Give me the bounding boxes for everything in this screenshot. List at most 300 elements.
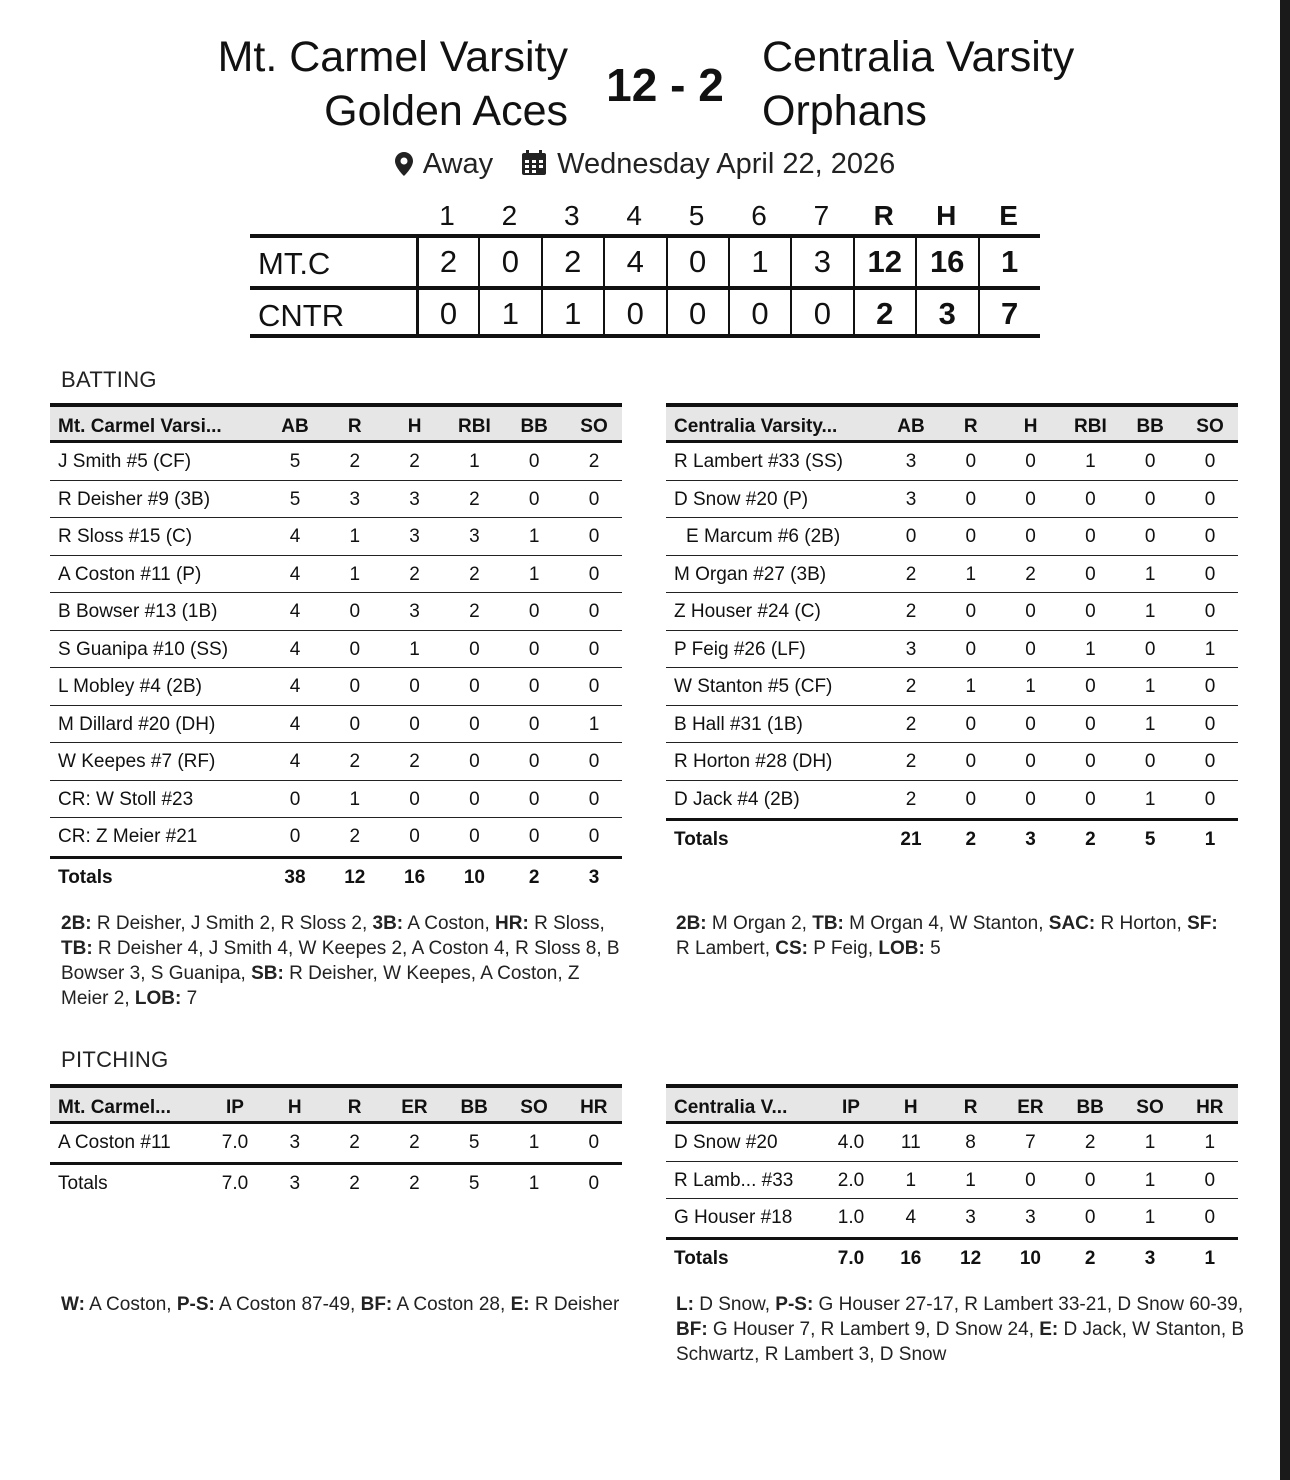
note-key: SF: [1187,913,1218,934]
note-value: R Deisher, J Smith 2, R Sloss 2, [91,913,373,934]
stat-cell: 1 [965,676,977,697]
table-row [666,631,1238,669]
stat-cell: 0 [1204,526,1216,547]
player-name: M Dillard #20 (DH) [58,713,216,735]
table-row [666,1199,1238,1237]
stat-cell: 5 [468,1132,480,1153]
note-key: BF: [360,1294,393,1315]
player-name: E Marcum #6 (2B) [686,526,841,547]
table-col-header: HR [1196,1097,1224,1118]
line-score-cell: 1 [978,238,1040,286]
totals-cell: 0 [588,1172,600,1194]
line-score [250,196,1040,338]
stat-cell: 2 [905,713,917,735]
stat-cell: 1 [965,563,977,585]
table-row [666,481,1238,519]
table-col-header: R [347,1097,362,1118]
home-team-line2: Golden Aces [324,87,568,135]
note-value: M Organ 2, [706,913,813,934]
stat-cell: 1 [588,713,600,735]
stat-cell: 1 [1144,1132,1156,1153]
stat-cell: 0 [409,788,420,810]
stat-cell: 0 [1204,751,1216,772]
stat-cell: 5 [289,488,301,510]
table-row [666,706,1238,744]
note-key: P-S: [176,1294,215,1315]
line-score-cell: 1 [541,290,603,338]
home-batting-table [50,403,622,893]
table-row [50,481,622,519]
player-name: B Hall #31 (1B) [674,713,803,735]
stat-cell: 0 [528,751,540,772]
stat-cell: 0 [409,713,420,735]
table-team-label: Mt. Carmel Varsi... [58,416,222,437]
totals-cell: 3 [588,866,600,888]
table-col-header: RBI [458,416,491,437]
stat-cell: 0 [965,638,977,660]
game-meta [0,146,1290,185]
stat-cell: 0 [965,713,977,735]
note-key: BF: [676,1319,708,1340]
note-value: R Deisher [529,1294,620,1315]
note-value: R Deisher 4, J Smith 4, W Keepes 2, A Coston 4, R Sloss 8, B Bowser 3, S Guanipa, [61,938,620,984]
totals-cell: 5 [1144,829,1156,850]
totals-cell: 12 [344,866,366,888]
totals-label: Totals [674,1247,729,1269]
line-score-col-header: R [873,200,894,231]
stat-cell: 0 [1204,488,1216,510]
stat-cell: 2 [469,563,480,585]
stat-cell: 0 [289,788,301,810]
note-key: TB: [812,913,844,934]
line-score-row-away [250,286,1040,338]
totals-label: Totals [674,829,729,850]
line-score-cell: 4 [603,238,665,286]
stat-cell: 2 [349,826,361,847]
line-score-team: MT.C [258,246,331,281]
stat-cell: 3 [409,526,420,547]
away-batting-table [666,403,1238,856]
totals-label: Totals [58,1172,108,1194]
stat-cell: 1.0 [837,1207,865,1228]
table-col-header: BB [1076,1097,1104,1118]
line-score-cell: 0 [666,290,728,338]
line-score-cell: 1 [478,290,540,338]
stat-cell: 0 [588,1132,600,1153]
stat-cell: 2 [349,451,361,472]
stat-cell: 0 [469,788,480,810]
stat-cell: 4 [289,751,301,772]
stat-cell: 0 [965,751,977,772]
stat-cell: 0 [588,751,600,772]
final-score: 12 - 2 [606,59,724,111]
table-col-header: SO [520,1097,548,1118]
note-value: D Snow, [693,1294,776,1315]
table-col-header: H [287,1097,302,1118]
table-col-header: BB [1136,416,1164,437]
stat-cell: 0 [1144,526,1156,547]
player-name: R Sloss #15 (C) [58,526,193,547]
note-value: A Coston 87-49, [214,1294,361,1315]
player-name: G Houser #18 [674,1207,793,1228]
line-score-cell: 1 [728,238,790,286]
player-name: R Horton #28 (DH) [674,751,833,772]
table-col-header: ER [401,1097,428,1118]
totals-cell: 16 [404,866,426,888]
player-name: W Stanton #5 (CF) [674,676,833,697]
stat-cell: 1 [349,526,361,547]
totals-cell: 10 [463,866,485,888]
away-pitching-notes [676,1292,1256,1367]
note-key: 2B: [676,913,707,934]
table-col-header: IP [226,1097,244,1118]
stat-cell: 0 [1085,563,1096,585]
stat-cell: 0 [1085,601,1096,622]
totals-cell: 1 [1204,829,1216,850]
stat-cell: 3 [469,526,480,547]
stat-cell: 0 [469,751,480,772]
stat-cell: 4 [289,601,301,622]
stat-cell: 0 [469,638,480,660]
totals-cell: 10 [1019,1247,1041,1269]
stat-cell: 3 [905,488,917,510]
stat-cell: 0 [588,826,600,847]
table-col-header: SO [1136,1097,1164,1118]
note-key: SB: [251,963,284,984]
table-row [666,443,1238,481]
stat-cell: 2 [409,751,420,772]
line-score-cell: 0 [416,290,478,338]
stat-cell: 0 [588,601,600,622]
stat-cell: 4 [905,1207,917,1228]
totals-cell: 2 [409,1172,420,1194]
stat-cell: 0 [528,676,540,697]
table-col-header: H [903,1097,918,1118]
stat-cell: 0 [469,826,480,847]
table-col-header: AB [897,416,925,437]
stat-cell: 0 [588,788,600,810]
table-col-header: BB [460,1097,488,1118]
stat-cell: 0 [1204,1169,1216,1191]
stat-cell: 1 [1144,676,1156,697]
stat-cell: 0 [1085,713,1096,735]
note-key: CS: [775,938,808,959]
table-row [666,518,1238,556]
note-key: W: [61,1294,85,1315]
totals-cell: 7.0 [837,1247,865,1269]
stat-cell: 0 [965,451,977,472]
stat-cell: 0 [528,451,540,472]
totals-cell: 3 [1144,1247,1156,1269]
table-row [666,743,1238,781]
stat-cell: 0 [349,676,361,697]
player-name: J Smith #5 (CF) [58,451,192,472]
note-key: SAC: [1048,913,1096,934]
stat-cell: 2 [469,488,480,510]
stat-cell: 0 [1204,563,1216,585]
stat-cell: 1 [1085,638,1096,660]
player-name: L Mobley #4 (2B) [58,676,202,697]
home-team-line1: Mt. Carmel Varsity [217,33,568,81]
note-key: 2B: [61,913,92,934]
stat-cell: 3 [289,1132,301,1153]
stat-cell: 0 [1025,488,1036,510]
stat-cell: 0 [1085,488,1096,510]
stat-cell: 2 [409,563,420,585]
stat-cell: 2 [349,751,361,772]
player-name: B Bowser #13 (1B) [58,601,218,622]
line-score-cell: 3 [790,238,852,286]
stat-cell: 0 [469,676,480,697]
line-score-cell: 0 [666,238,728,286]
table-row [50,706,622,744]
line-score-cell: 16 [915,238,977,286]
table-row [50,518,622,556]
stat-cell: 0 [1144,638,1156,660]
line-score-team: CNTR [258,298,345,333]
table-col-header: HR [580,1097,608,1118]
table-team-label: Centralia Varsity... [674,416,838,437]
line-score-cell: 12 [853,238,915,286]
note-key: E: [510,1294,530,1315]
stat-cell: 0 [1144,751,1156,772]
line-score-col-header: 2 [501,200,518,231]
stat-cell: 0 [1084,1169,1096,1191]
stat-cell: 1 [1085,451,1096,472]
note-value: P Feig, [808,938,879,959]
line-score-cell: 3 [915,290,977,338]
stat-cell: 0 [965,788,977,810]
table-col-header: R [963,416,978,437]
table-col-header: ER [1017,1097,1044,1118]
table-row [50,668,622,706]
stat-cell: 4 [289,713,301,735]
stat-cell: 0 [1144,488,1156,510]
stat-cell: 3 [965,1207,976,1228]
stat-cell: 0 [528,601,540,622]
note-key: LOB: [878,938,925,959]
home-pitching-table [50,1084,622,1199]
table-row [50,443,622,481]
stat-cell: 2 [905,788,917,810]
table-team-label: Centralia V... [674,1097,788,1118]
note-value: R Lambert, [676,938,776,959]
line-score-cell: 0 [728,290,790,338]
line-score-col-header: E [999,200,1018,231]
stat-cell: 0 [349,601,361,622]
note-value: G Houser 7, R Lambert 9, D Snow 24, [707,1319,1040,1340]
table-row [666,1124,1238,1162]
stat-cell: 4 [289,676,301,697]
totals-cell: 12 [960,1247,982,1269]
line-score-col-header: H [936,200,957,231]
stat-cell: 0 [1025,526,1036,547]
stat-cell: 1 [965,1169,976,1191]
stat-cell: 2 [905,563,917,585]
stat-cell: 1 [1204,1132,1216,1153]
note-value: 5 [924,938,941,959]
note-value: R Sloss, [528,913,605,934]
note-value: A Coston 28, [392,1294,511,1315]
stat-cell: 8 [965,1132,976,1153]
note-value: R Deisher, W Keepes, A Coston, Z Meier 2, [61,963,580,1009]
note-key: E: [1039,1319,1059,1340]
table-col-header: AB [281,416,309,437]
stat-cell: 0 [1025,788,1036,810]
player-name: R Lamb... #33 [674,1169,794,1191]
totals-cell: 21 [900,829,922,850]
totals-cell: 2 [349,1172,360,1194]
away-team-line1: Centralia Varsity [762,33,1075,81]
away-batting-notes [676,911,1236,961]
stat-cell: 1 [1204,638,1216,660]
stat-cell: 0 [905,526,917,547]
stat-cell: 5 [289,451,301,472]
table-totals-row [50,1162,622,1200]
stat-cell: 0 [528,488,540,510]
table-row [50,1124,622,1162]
stat-cell: 0 [1084,1207,1096,1228]
stat-cell: 0 [1204,451,1216,472]
line-score-cell: 7 [978,290,1040,338]
stat-cell: 4.0 [837,1132,865,1153]
stat-cell: 0 [349,638,361,660]
table-header [666,1084,1238,1124]
stat-cell: 0 [1204,788,1216,810]
note-key: L: [676,1294,694,1315]
stat-cell: 2 [905,601,917,622]
stat-cell: 0 [1025,1169,1036,1191]
away-team-name [762,30,1074,138]
line-score-col-header: 1 [439,200,455,231]
player-name: S Guanipa #10 (SS) [58,638,229,660]
stat-cell: 0 [1204,676,1216,697]
table-col-header: SO [580,416,608,437]
player-name: D Snow #20 [674,1132,778,1153]
note-value: 7 [181,988,198,1009]
stat-cell: 3 [349,488,361,510]
totals-label: Totals [58,866,113,888]
stat-cell: 4 [289,526,301,547]
stat-cell: 0 [588,488,600,510]
player-name: Z Houser #24 (C) [674,601,821,622]
stat-cell: 0 [965,601,977,622]
table-col-header: R [347,416,362,437]
player-name: D Snow #20 (P) [674,488,809,510]
map-pin-icon [395,149,413,185]
table-row [50,593,622,631]
line-score-cell: 2 [416,238,478,286]
totals-cell: 16 [900,1247,922,1269]
totals-cell: 2 [528,866,540,888]
player-name: P Feig #26 (LF) [674,638,806,660]
player-name: CR: Z Meier #21 [58,826,198,847]
note-key: LOB: [134,988,182,1009]
table-team-label: Mt. Carmel... [58,1097,171,1118]
totals-cell: 2 [965,829,977,850]
stat-cell: 2.0 [837,1169,865,1191]
game-header [0,30,1290,140]
stat-cell: 2 [905,751,917,772]
note-key: P-S: [775,1294,814,1315]
stat-cell: 3 [1025,1207,1036,1228]
stat-cell: 1 [528,563,540,585]
table-totals-row [666,818,1238,856]
stat-cell: 0 [1025,638,1036,660]
stat-cell: 0 [588,676,600,697]
stat-cell: 0 [1204,1207,1216,1228]
stat-cell: 0 [469,713,480,735]
stat-cell: 3 [409,488,420,510]
table-col-header: R [963,1097,978,1118]
stat-cell: 0 [1025,601,1036,622]
totals-cell: 3 [289,1172,301,1194]
table-col-header: BB [520,416,548,437]
stat-cell: 0 [409,676,420,697]
stat-cell: 1 [1144,1207,1156,1228]
stat-cell: 1 [409,638,420,660]
note-key: TB: [61,938,93,959]
stat-cell: 0 [1204,713,1216,735]
stat-cell: 0 [528,788,540,810]
note-value: A Coston, [403,913,496,934]
stat-cell: 1 [528,526,540,547]
table-row [50,631,622,669]
table-header [50,1084,622,1124]
line-score-col-header: 5 [688,200,705,231]
stat-cell: 0 [1025,751,1036,772]
stat-cell: 1 [1144,713,1156,735]
calendar-icon [521,149,547,185]
table-header [50,403,622,443]
stat-cell: 4 [289,563,301,585]
stat-cell: 0 [1085,751,1096,772]
stat-cell: 0 [528,638,540,660]
player-name: M Organ #27 (3B) [674,563,827,585]
line-score-col-header: 6 [751,200,767,231]
note-value: R Horton, [1095,913,1188,934]
stat-cell: 1 [528,1132,540,1153]
stat-cell: 1 [349,788,361,810]
stat-cell: 0 [528,713,540,735]
table-header [666,403,1238,443]
stat-cell: 0 [1025,713,1036,735]
away-team-line2: Orphans [762,87,927,135]
table-col-header: H [1023,416,1038,437]
note-value: D Jack, W Stanton, B Schwartz, R Lambert 3, D Snow [676,1319,1245,1365]
stat-cell: 0 [1204,601,1216,622]
stat-cell: 0 [965,488,977,510]
line-score-col-header: 7 [813,200,830,231]
totals-cell: 2 [1084,1247,1096,1269]
totals-cell: 38 [284,866,306,888]
stat-cell: 1 [1144,788,1156,810]
totals-cell: 1 [528,1172,540,1194]
stat-cell: 3 [409,601,420,622]
stat-cell: 0 [588,638,600,660]
line-score-cell: 0 [478,238,540,286]
home-pitching-notes [61,1292,621,1317]
line-score-cell: 0 [603,290,665,338]
table-row [50,818,622,856]
stat-cell: 0 [588,563,600,585]
note-key: HR: [495,913,529,934]
stat-cell: 1 [349,563,361,585]
table-row [666,593,1238,631]
stat-cell: 2 [1025,563,1036,585]
totals-cell: 5 [468,1172,480,1194]
line-score-header [250,196,1040,234]
